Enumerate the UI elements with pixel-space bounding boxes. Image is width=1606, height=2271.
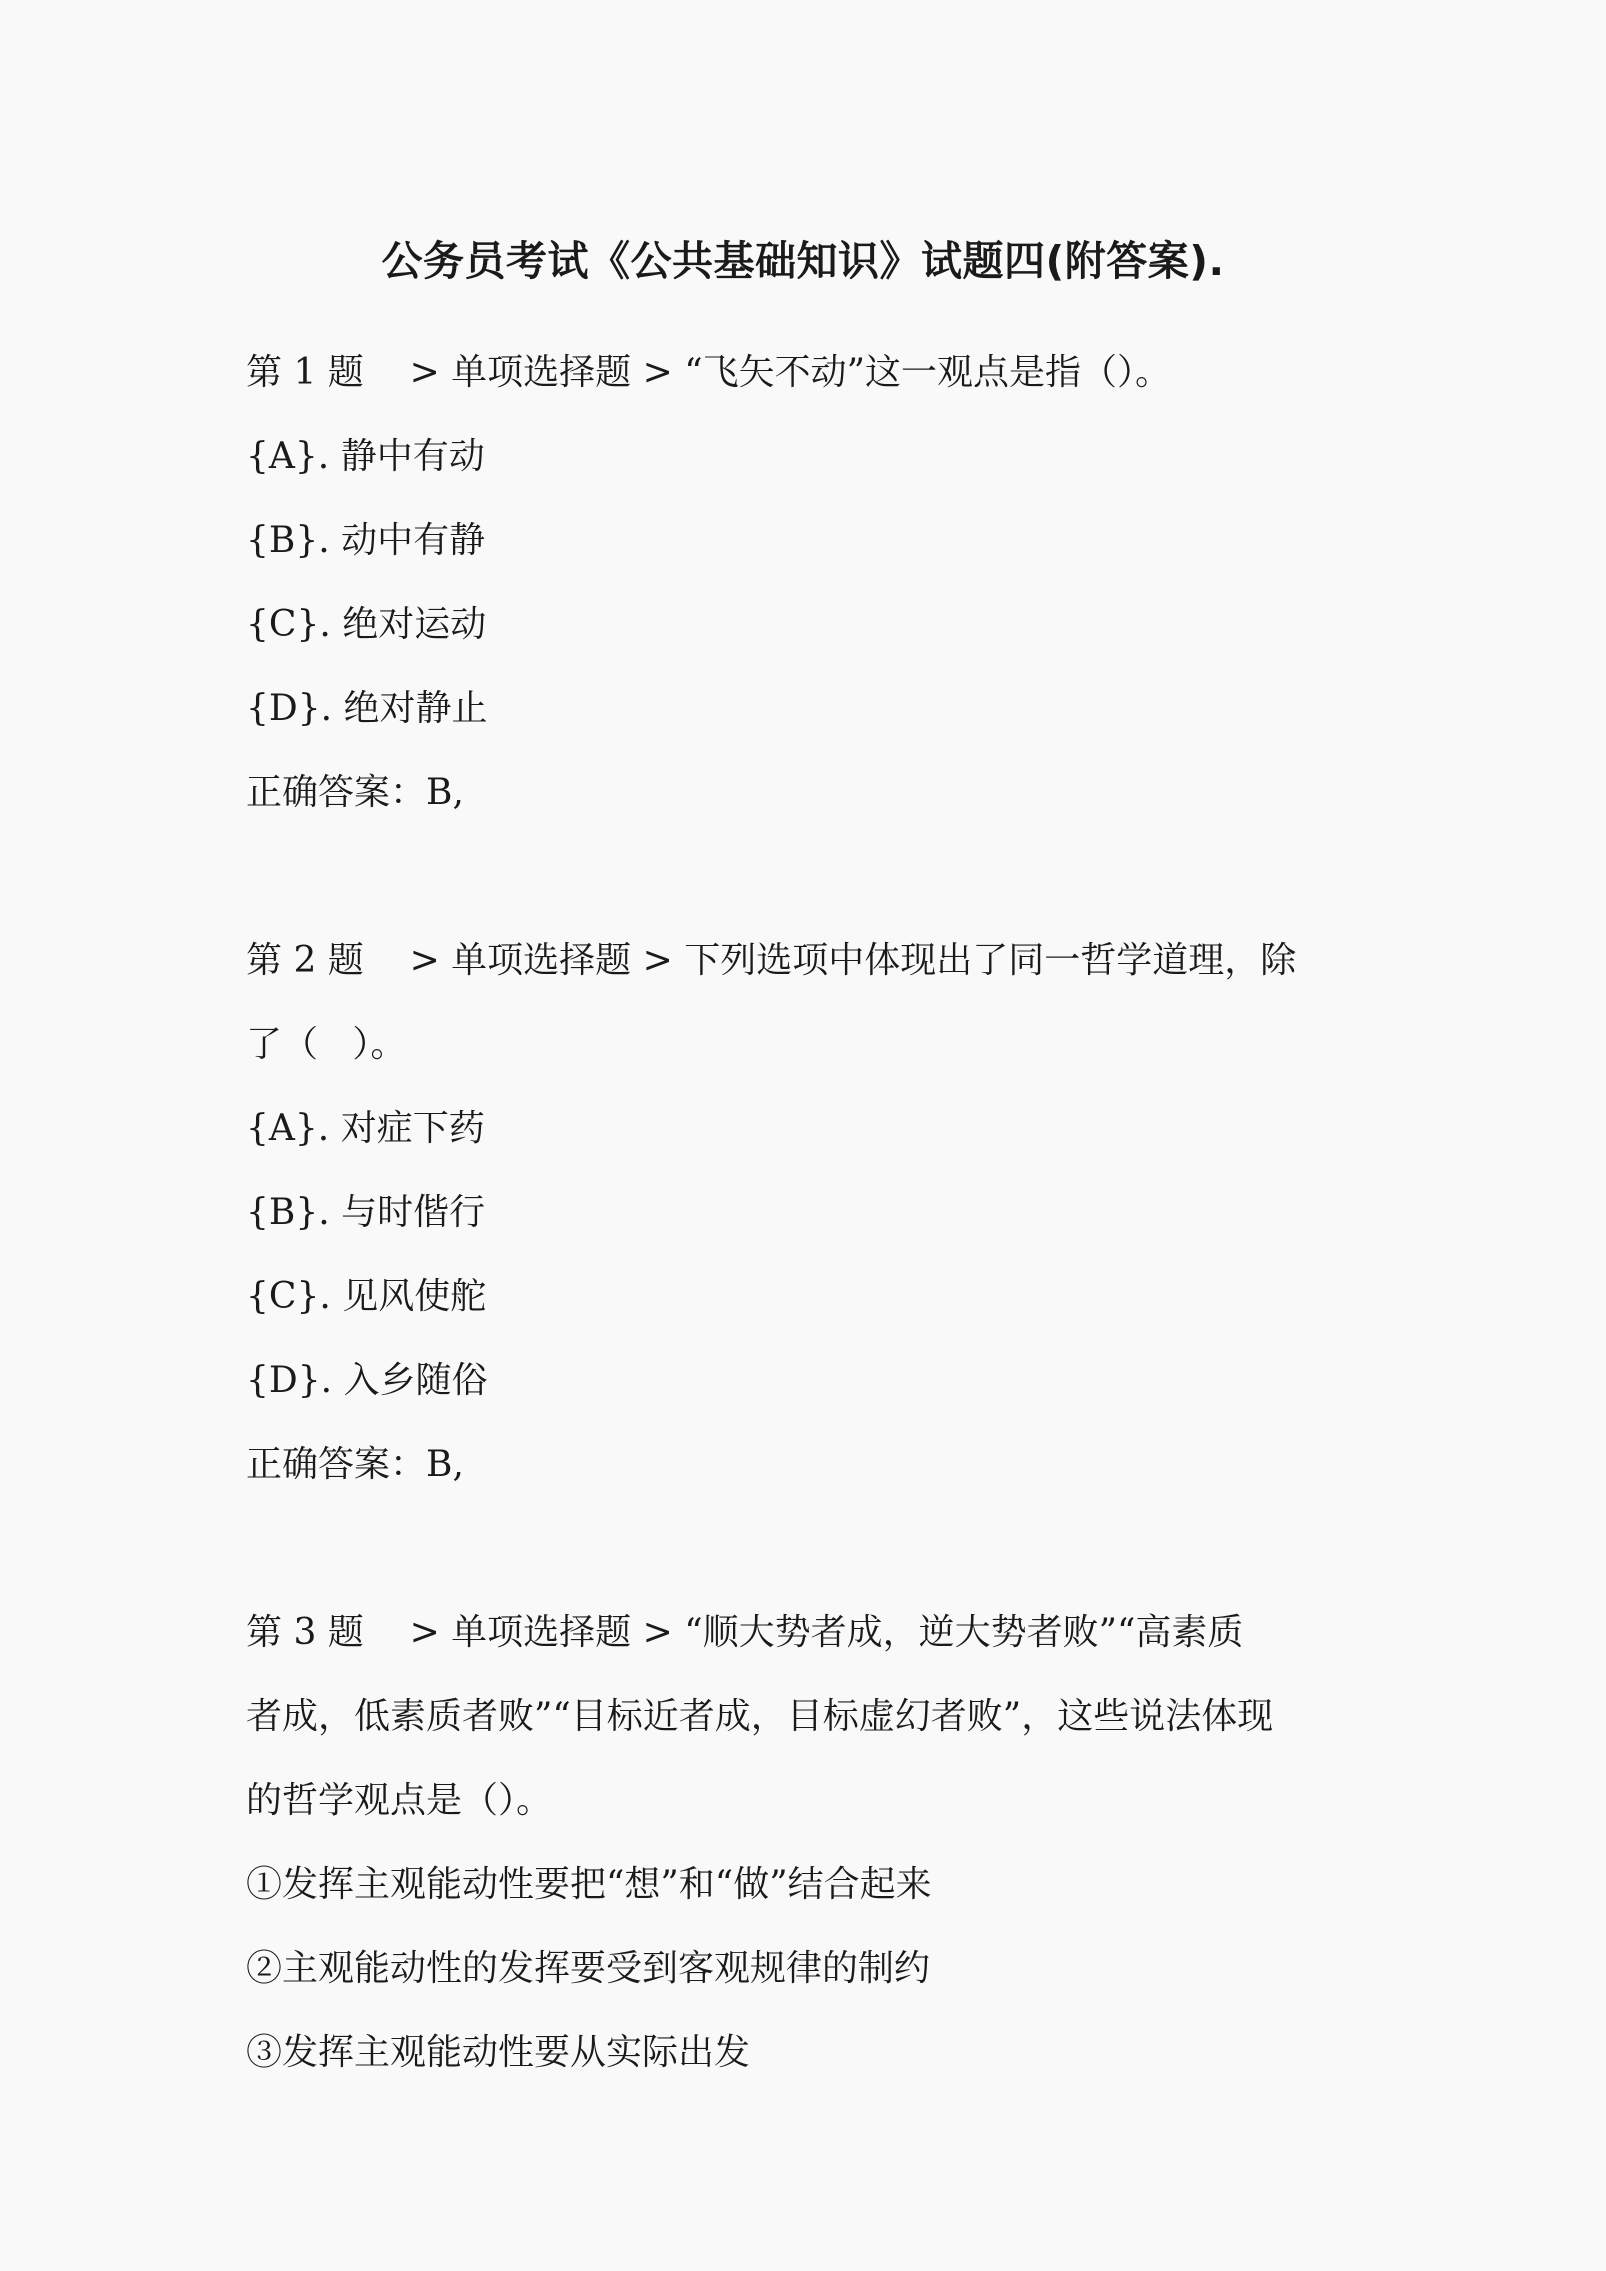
question-1-answer: 正确答案：B,: [246, 772, 464, 813]
question-1-option-c: {C}. 绝对运动: [246, 604, 487, 645]
question-2-option-d: {D}. 入乡随俗: [246, 1360, 488, 1401]
question-3-statement-3: ③发挥主观能动性要从实际出发: [246, 2032, 751, 2073]
question-1-option-b: {B}. 动中有静: [246, 520, 486, 561]
document-body: [246, 331, 1366, 2095]
question-3-statement-1: ①发挥主观能动性要把“想”和“做”结合起来: [246, 1864, 932, 1905]
question-2-option-c: {C}. 见风使舵: [246, 1276, 487, 1317]
spacer: [246, 1507, 1366, 1591]
question-3-statement-2: ②主观能动性的发挥要受到客观规律的制约: [246, 1948, 931, 1989]
question-1-option-a: {A}. 静中有动: [246, 436, 485, 477]
question-2-stem-line: 了（ ）。: [246, 1024, 407, 1065]
question-2-option-a: {A}. 对症下药: [246, 1108, 485, 1149]
question-3-stem-line: 的哲学观点是（）。: [246, 1780, 553, 1821]
question-3-header: 第 3 题 > 单项选择题 > “顺大势者成，逆大势者败”“高素质: [246, 1612, 1244, 1653]
spacer: [246, 835, 1366, 919]
question-2-header: 第 2 题 > 单项选择题 > 下列选项中体现出了同一哲学道理，除: [246, 940, 1297, 981]
question-1-header: 第 1 题 > 单项选择题 > “飞矢不动”这一观点是指（）。: [246, 352, 1172, 393]
question-2-answer: 正确答案：B,: [246, 1444, 464, 1485]
question-1-option-d: {D}. 绝对静止: [246, 688, 488, 729]
question-2-option-b: {B}. 与时偕行: [246, 1192, 486, 1233]
question-3-stem-line: 者成，低素质者败”“目标近者成，目标虚幻者败”，这些说法体现: [246, 1696, 1274, 1737]
document-title: 公务员考试《公共基础知识》试题四(附答案).: [381, 237, 1225, 285]
